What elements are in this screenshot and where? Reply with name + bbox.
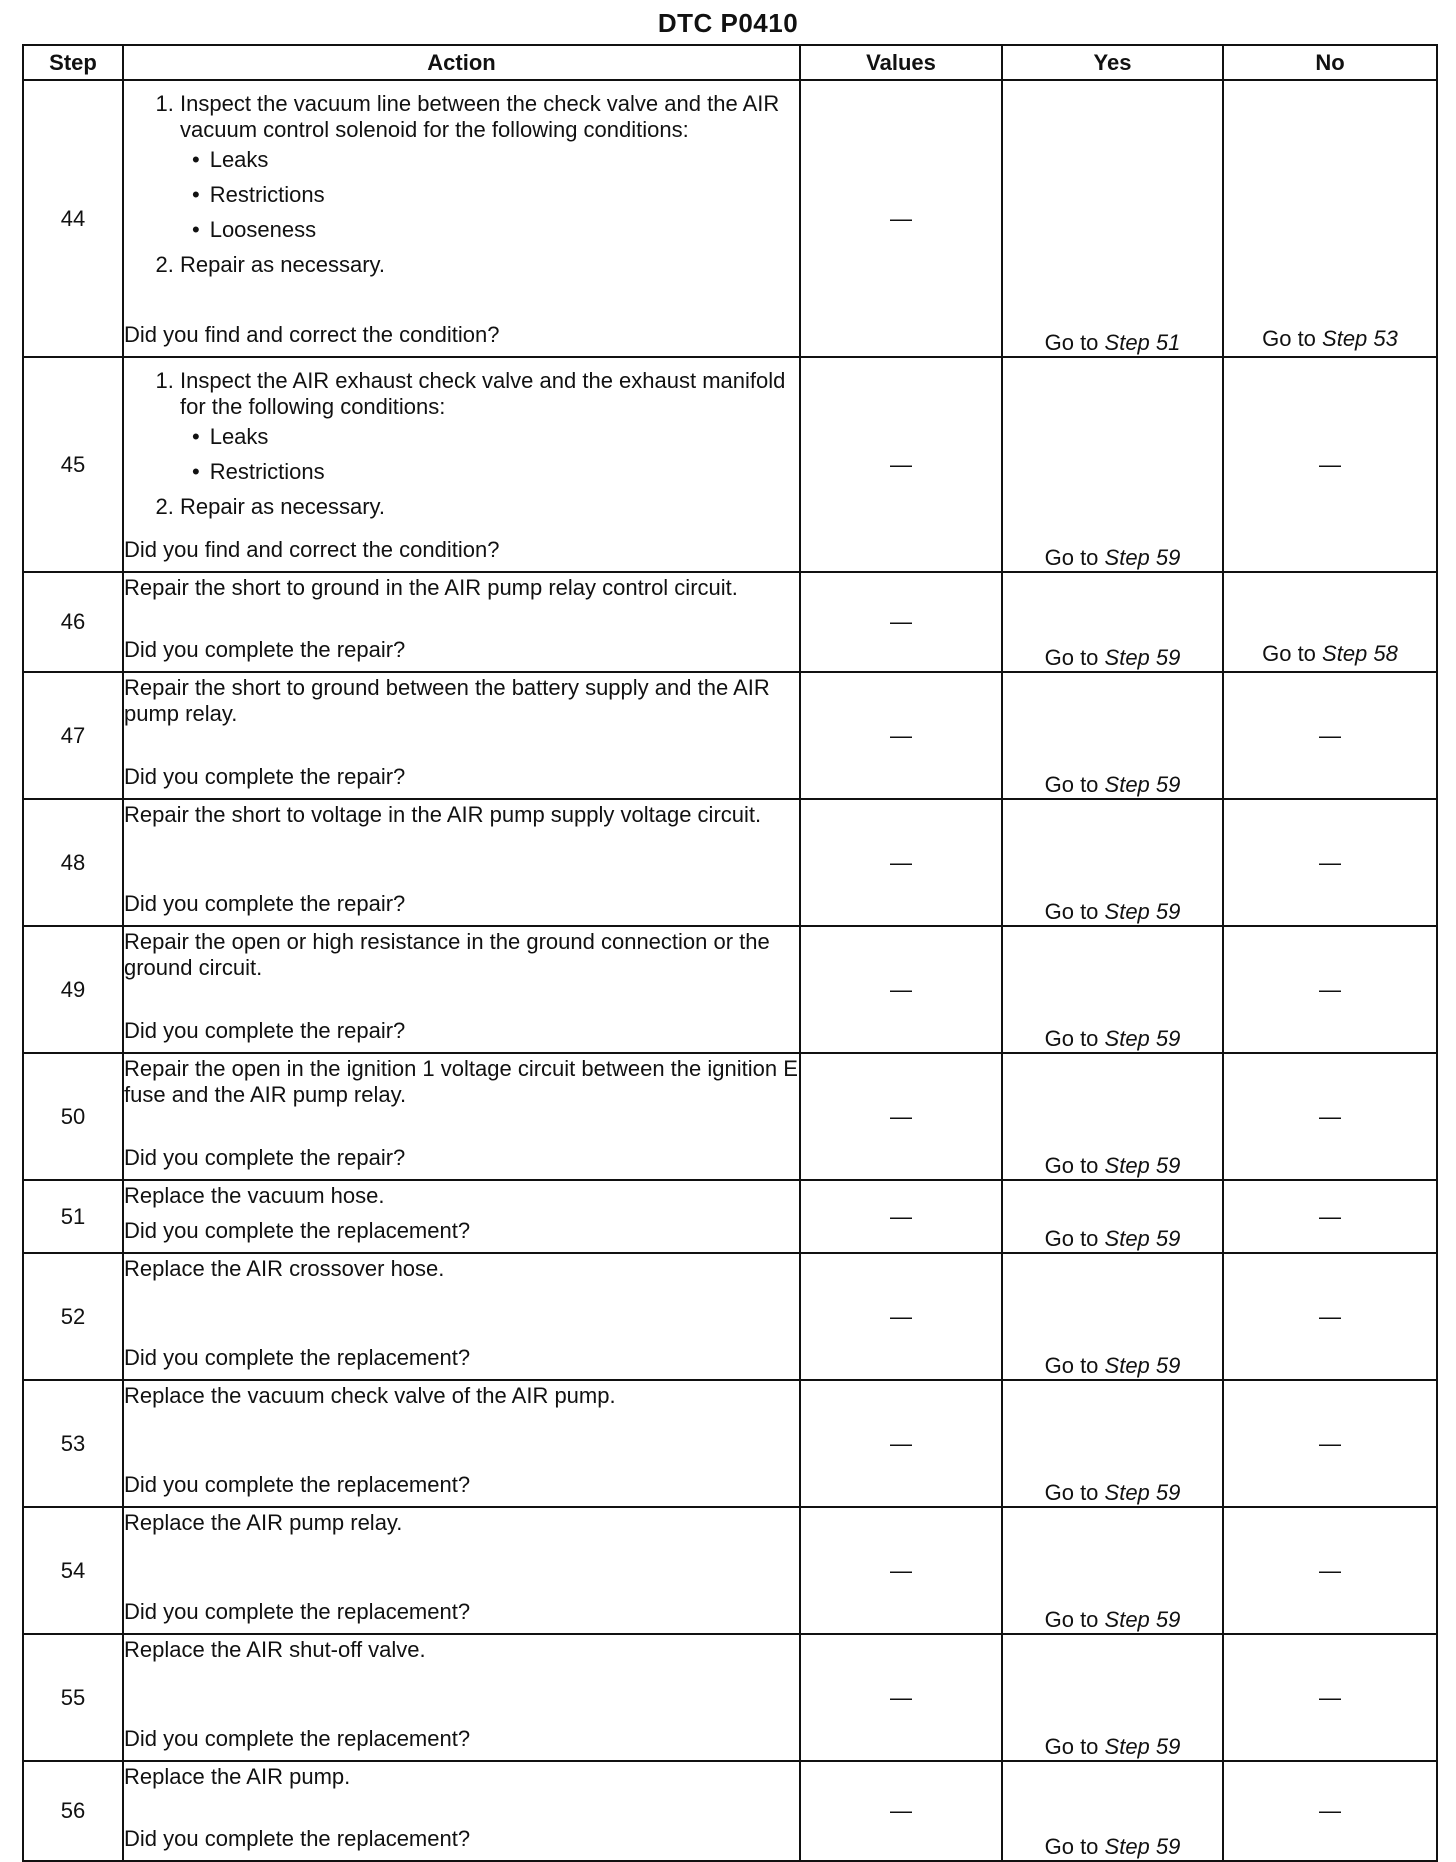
values-cell: — (800, 1634, 1002, 1761)
no-cell: — (1223, 1761, 1437, 1861)
go-to-reference (1045, 1607, 1181, 1632)
no-cell: — (1223, 1380, 1437, 1507)
action-cell (123, 1761, 800, 1861)
no-cell: — (1223, 672, 1437, 799)
action-content (124, 1181, 799, 1244)
step-number: 46 (23, 572, 123, 672)
action-cell (123, 1507, 800, 1634)
go-to-label: Go to (1044, 330, 1105, 355)
table-row (23, 1507, 1437, 1634)
page-title: DTC P0410 (657, 8, 799, 38)
action-text: Replace the AIR crossover hose. (124, 1256, 445, 1281)
values-cell: — (800, 1507, 1002, 1634)
step-reference: Step 59 (1104, 645, 1181, 670)
action-cell (123, 799, 800, 926)
yes-cell (1002, 1253, 1223, 1380)
go-to-label: Go to (1044, 1153, 1105, 1178)
action-question: Did you complete the replacement? (124, 1472, 471, 1497)
step-number: 50 (23, 1053, 123, 1180)
go-to-label: Go to (1044, 645, 1105, 670)
step-text: Repair as necessary. (180, 494, 386, 519)
go-to-reference (1045, 899, 1181, 924)
yes-cell (1002, 1380, 1223, 1507)
table-row (23, 572, 1437, 672)
action-content (124, 1381, 799, 1498)
no-cell: — (1223, 799, 1437, 926)
action-content (124, 927, 799, 1044)
values-cell: — (800, 80, 1002, 357)
step-reference: Step 59 (1104, 772, 1181, 797)
condition-item: • Restrictions (192, 459, 799, 485)
action-question: Did you complete the repair? (124, 764, 406, 789)
go-to-reference (1262, 326, 1398, 351)
step-reference: Step 59 (1104, 1226, 1181, 1251)
action-text: Replace the vacuum hose. (124, 1183, 385, 1208)
go-to-reference (1045, 1480, 1181, 1505)
action-question: Did you complete the replacement? (124, 1826, 471, 1851)
step-text: Inspect the vacuum line between the check valve and the AIR vacuum control solenoid for the following conditions: (180, 91, 780, 142)
go-to-label: Go to (1262, 641, 1323, 666)
numbered-step (180, 368, 799, 485)
table-row (23, 799, 1437, 926)
table-row (23, 1634, 1437, 1761)
go-to-label: Go to (1044, 772, 1105, 797)
no-cell: — (1223, 1253, 1437, 1380)
values-cell: — (800, 357, 1002, 572)
go-to-label: Go to (1044, 1480, 1105, 1505)
go-to-reference (1045, 772, 1181, 797)
step-number: 49 (23, 926, 123, 1053)
action-question: Did you complete the replacement? (124, 1726, 471, 1751)
action-question: Did you complete the repair? (124, 891, 406, 916)
yes-cell (1002, 1507, 1223, 1634)
table-row (23, 926, 1437, 1053)
values-cell: — (800, 1761, 1002, 1861)
action-cell (123, 572, 800, 672)
step-reference: Step 51 (1104, 330, 1181, 355)
action-instructions (124, 1181, 799, 1209)
values-cell: — (800, 1253, 1002, 1380)
condition-item: • Leaks (192, 147, 799, 173)
go-to-label: Go to (1044, 545, 1105, 570)
action-content (124, 800, 799, 917)
no-cell: — (1223, 1053, 1437, 1180)
action-content (124, 1762, 799, 1852)
table-row (23, 357, 1437, 572)
step-number: 56 (23, 1761, 123, 1861)
yes-cell (1002, 1761, 1223, 1861)
numbered-step (180, 252, 799, 278)
no-cell: — (1223, 926, 1437, 1053)
values-cell: — (800, 799, 1002, 926)
table-row (23, 1761, 1437, 1861)
yes-cell (1002, 799, 1223, 926)
go-to-reference (1045, 545, 1181, 570)
go-to-label: Go to (1044, 1734, 1105, 1759)
action-content (124, 673, 799, 790)
action-text: Replace the AIR pump relay. (124, 1510, 403, 1535)
action-content (124, 1635, 799, 1752)
go-to-reference (1045, 1353, 1181, 1378)
action-question: Did you complete the repair? (124, 1145, 406, 1170)
no-cell (1223, 80, 1437, 357)
step-number: 44 (23, 80, 123, 357)
action-instructions (124, 1254, 799, 1282)
go-to-label: Go to (1044, 1607, 1105, 1632)
no-cell (1223, 572, 1437, 672)
go-to-reference (1045, 1834, 1181, 1859)
action-text: Replace the AIR shut-off valve. (124, 1637, 426, 1662)
step-reference: Step 59 (1104, 1834, 1181, 1859)
action-instructions (124, 1054, 799, 1108)
values-cell: — (800, 572, 1002, 672)
step-number: 54 (23, 1507, 123, 1634)
action-cell (123, 1053, 800, 1180)
condition-list (180, 424, 799, 485)
table-row (23, 1180, 1437, 1253)
action-content (124, 358, 799, 563)
step-number: 48 (23, 799, 123, 926)
table-row (23, 80, 1437, 357)
step-reference: Step 53 (1322, 326, 1398, 351)
action-instructions (124, 358, 799, 523)
table-row (23, 1253, 1437, 1380)
step-reference: Step 59 (1104, 899, 1181, 924)
action-content (124, 1054, 799, 1171)
go-to-reference (1045, 1153, 1181, 1178)
yes-cell (1002, 1180, 1223, 1253)
action-content (124, 1254, 799, 1371)
action-text: Repair the open in the ignition 1 voltage circuit between the ignition E fuse and the AIR pump relay. (124, 1056, 798, 1107)
action-instructions (124, 81, 799, 281)
step-number: 52 (23, 1253, 123, 1380)
yes-cell (1002, 357, 1223, 572)
go-to-reference (1045, 1734, 1181, 1759)
step-reference: Step 59 (1104, 545, 1181, 570)
action-content (124, 81, 799, 348)
header-no: No (1223, 45, 1437, 80)
go-to-label: Go to (1044, 1226, 1105, 1251)
step-number: 47 (23, 672, 123, 799)
action-cell (123, 1253, 800, 1380)
yes-cell (1002, 1634, 1223, 1761)
action-instructions (124, 1635, 799, 1663)
numbered-steps (124, 91, 799, 278)
yes-cell (1002, 926, 1223, 1053)
step-reference: Step 59 (1104, 1480, 1181, 1505)
no-cell: — (1223, 1507, 1437, 1634)
action-instructions (124, 673, 799, 727)
action-question: Did you complete the repair? (124, 1018, 406, 1043)
action-cell (123, 80, 800, 357)
header-values: Values (800, 45, 1002, 80)
values-cell: — (800, 926, 1002, 1053)
go-to-label: Go to (1262, 326, 1323, 351)
action-instructions (124, 800, 799, 828)
table-row (23, 1380, 1437, 1507)
go-to-label: Go to (1044, 1353, 1105, 1378)
yes-cell (1002, 572, 1223, 672)
action-content (124, 1508, 799, 1625)
action-instructions (124, 1381, 799, 1409)
action-text: Replace the vacuum check valve of the AIR pump. (124, 1383, 616, 1408)
action-instructions (124, 1508, 799, 1536)
action-text: Replace the AIR pump. (124, 1764, 351, 1789)
action-instructions (124, 1762, 799, 1790)
action-text: Repair the open or high resistance in the ground connection or the ground circuit. (124, 929, 770, 980)
go-to-reference (1045, 330, 1181, 355)
values-cell: — (800, 1380, 1002, 1507)
table-body (23, 80, 1437, 1861)
action-question: Did you find and correct the condition? (124, 537, 500, 562)
action-question: Did you complete the replacement? (124, 1599, 471, 1624)
step-reference: Step 59 (1104, 1153, 1181, 1178)
condition-item: • Restrictions (192, 182, 799, 208)
action-instructions (124, 927, 799, 981)
action-cell (123, 1180, 800, 1253)
yes-cell (1002, 80, 1223, 357)
go-to-reference (1262, 641, 1398, 666)
yes-cell (1002, 1053, 1223, 1180)
step-number: 45 (23, 357, 123, 572)
step-number: 55 (23, 1634, 123, 1761)
values-cell: — (800, 1180, 1002, 1253)
go-to-label: Go to (1044, 1834, 1105, 1859)
step-number: 53 (23, 1380, 123, 1507)
go-to-reference (1045, 1026, 1181, 1051)
action-cell (123, 926, 800, 1053)
action-cell (123, 1380, 800, 1507)
no-cell: — (1223, 1180, 1437, 1253)
step-text: Repair as necessary. (180, 252, 386, 277)
values-cell: — (800, 1053, 1002, 1180)
no-cell: — (1223, 357, 1437, 572)
step-reference: Step 59 (1104, 1026, 1181, 1051)
step-reference: Step 58 (1322, 641, 1398, 666)
action-question: Did you complete the repair? (124, 637, 406, 662)
action-instructions (124, 573, 799, 601)
go-to-label: Go to (1044, 1026, 1105, 1051)
header-row (23, 45, 1437, 80)
condition-item: • Leaks (192, 424, 799, 450)
action-text: Repair the short to voltage in the AIR pump supply voltage circuit. (124, 802, 762, 827)
condition-item: • Looseness (192, 217, 799, 243)
action-text: Repair the short to ground in the AIR pump relay control circuit. (124, 575, 738, 600)
step-reference: Step 59 (1104, 1734, 1181, 1759)
action-cell (123, 1634, 800, 1761)
no-cell: — (1223, 1634, 1437, 1761)
action-question: Did you complete the replacement? (124, 1345, 471, 1370)
table-row (23, 1053, 1437, 1180)
step-reference: Step 59 (1104, 1607, 1181, 1632)
step-number: 51 (23, 1180, 123, 1253)
action-cell (123, 672, 800, 799)
diagnostic-table (22, 44, 1438, 1862)
numbered-steps (124, 368, 799, 520)
action-question: Did you find and correct the condition? (124, 322, 500, 347)
go-to-reference (1045, 1226, 1181, 1251)
action-cell (123, 357, 800, 572)
numbered-step (180, 91, 799, 243)
header-step: Step (23, 45, 123, 80)
go-to-reference (1045, 645, 1181, 670)
header-action: Action (123, 45, 800, 80)
table-row (23, 672, 1437, 799)
action-content (124, 573, 799, 663)
action-question: Did you complete the replacement? (124, 1218, 471, 1243)
step-reference: Step 59 (1104, 1353, 1181, 1378)
numbered-step (180, 494, 799, 520)
go-to-label: Go to (1044, 899, 1105, 924)
header-yes: Yes (1002, 45, 1223, 80)
condition-list (180, 147, 799, 243)
action-text: Repair the short to ground between the battery supply and the AIR pump relay. (124, 675, 770, 726)
step-text: Inspect the AIR exhaust check valve and the exhaust manifold for the following conditions: (180, 368, 786, 419)
yes-cell (1002, 672, 1223, 799)
values-cell: — (800, 672, 1002, 799)
